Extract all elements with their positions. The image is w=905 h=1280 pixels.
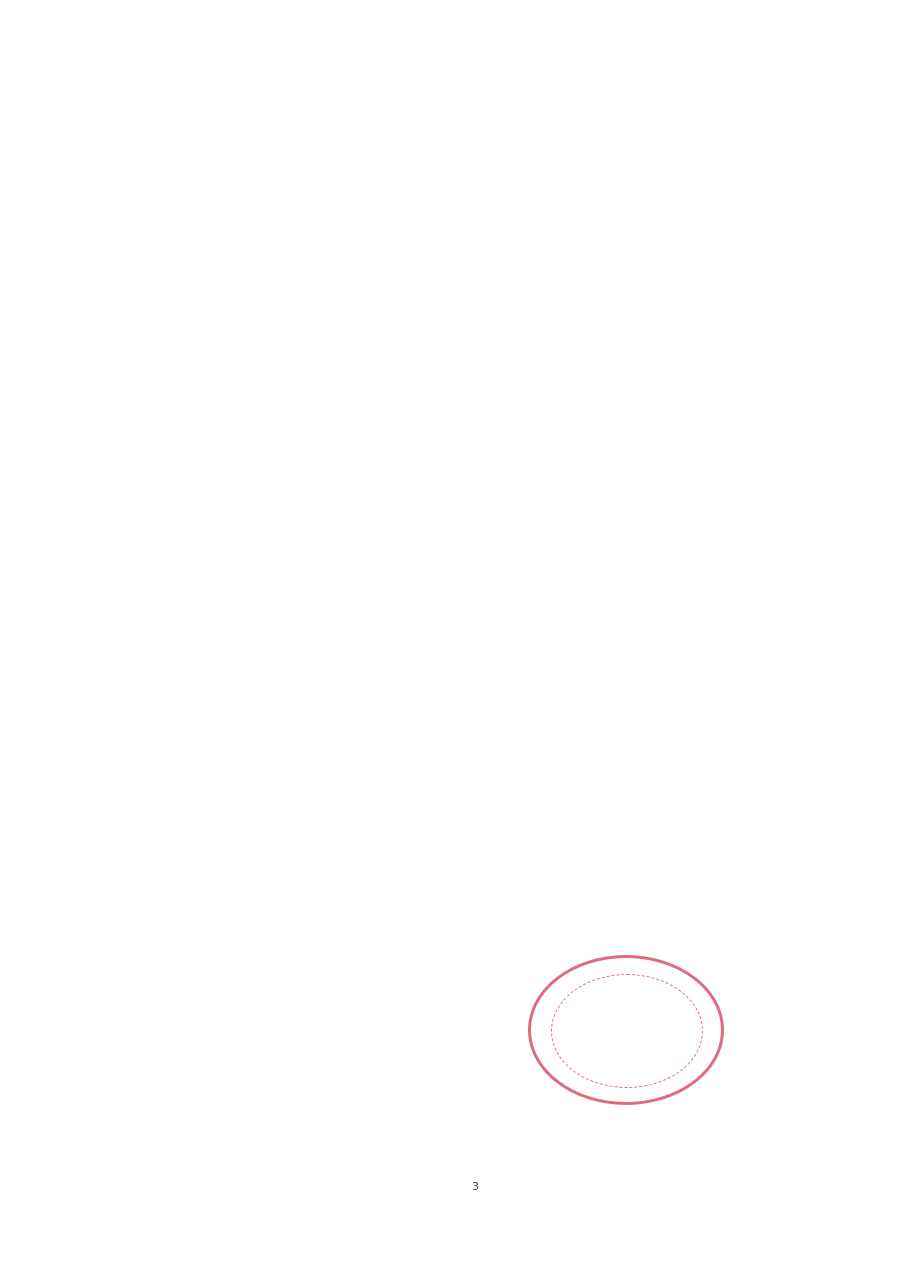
official-seal [528, 955, 724, 1105]
page-number: 3 [472, 1180, 479, 1193]
seal-inner-ring [551, 974, 703, 1088]
